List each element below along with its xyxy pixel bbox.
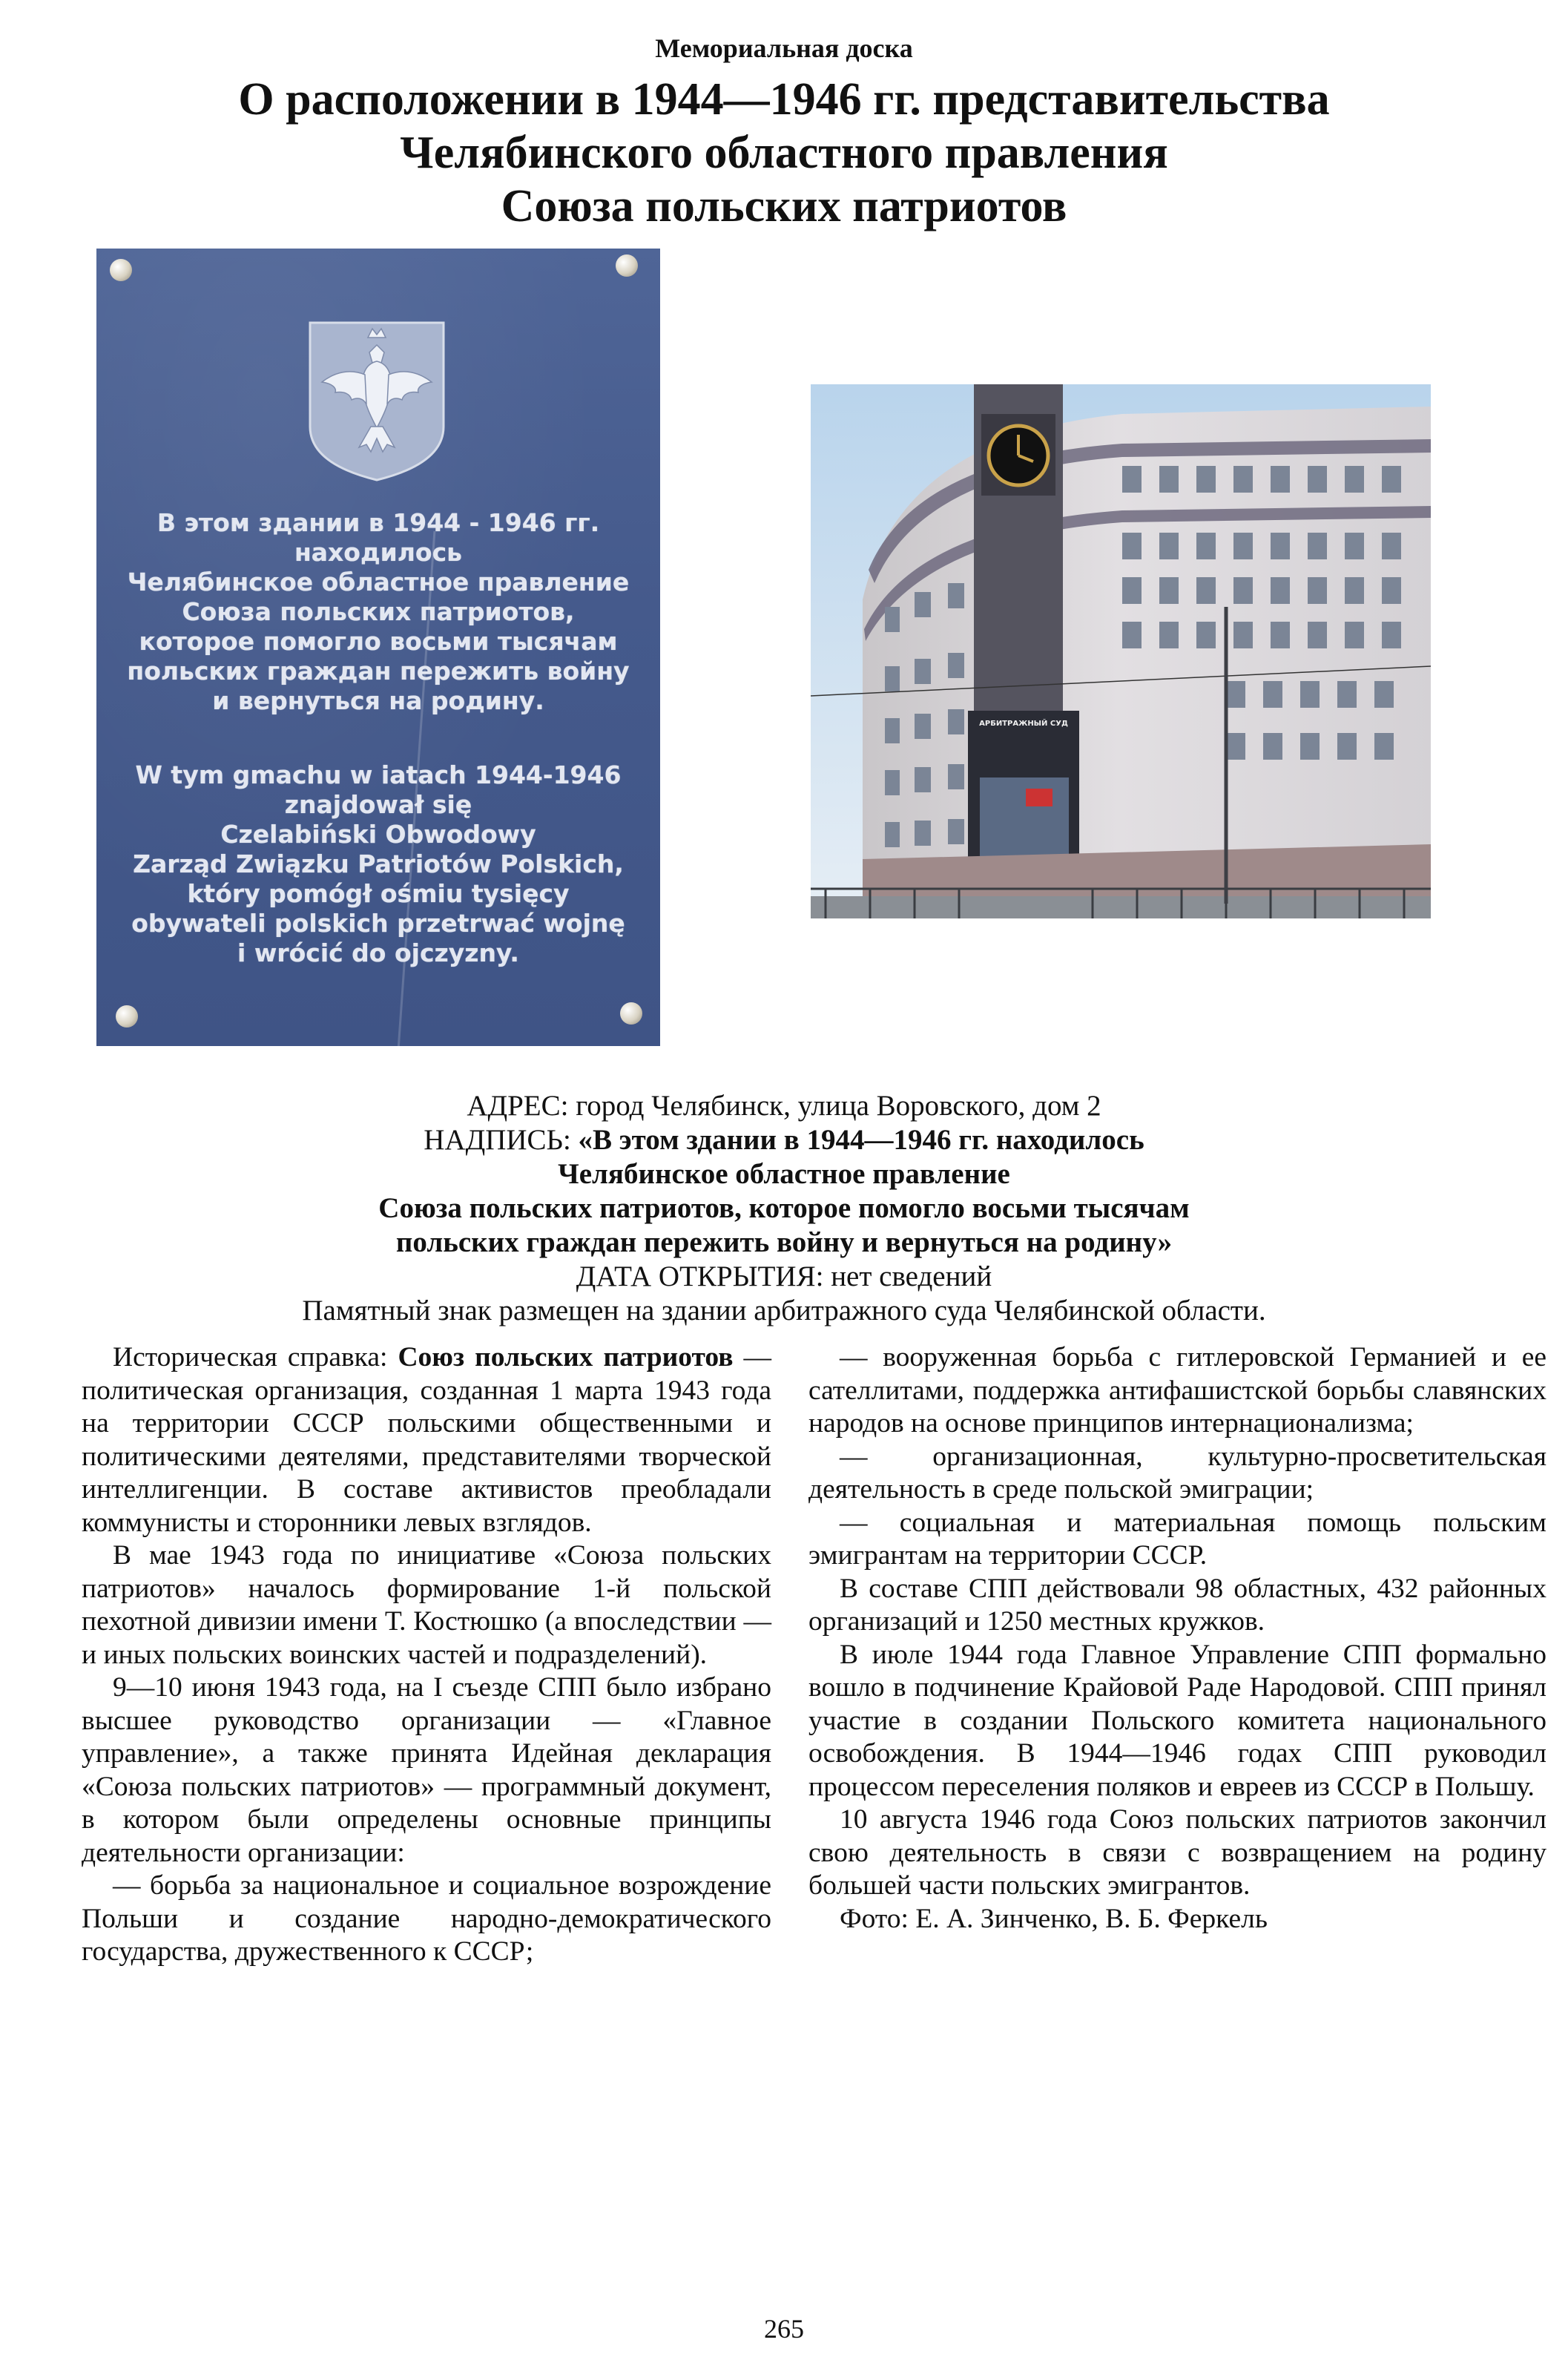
plaque-pl-line: obywateli polskich przetrwać wojnę	[131, 909, 625, 938]
article-left-column	[82, 1341, 771, 1969]
plaque-bolt-icon	[116, 1005, 138, 1028]
address-value: город Челябинск, улица Воровского, дом 2	[576, 1090, 1101, 1122]
article-right-column	[808, 1341, 1546, 1936]
article-paragraph: 10 августа 1946 года Союз польских патриотов закончил свою деятельность в связи с возвращением на родину большей части польских эмигрантов.	[808, 1804, 1546, 1901]
plaque-caption	[0, 1089, 1568, 1328]
article-paragraph: В составе СПП действовали 98 областных, 432 районных организаций и 1250 местных кружков.	[808, 1573, 1546, 1637]
address-label: АДРЕС:	[467, 1090, 569, 1122]
court-building-photo	[811, 384, 1431, 918]
title-line-2: Челябинского областного правления	[400, 128, 1168, 178]
title-line-3: Союза польских патриотов	[501, 181, 1067, 231]
inscription-line-4	[0, 1226, 1568, 1260]
page-header	[0, 30, 1568, 233]
photo-credit: Фото: Е. А. Зинченко, В. Б. Феркель	[840, 1903, 1268, 1934]
memorial-plaque-photo	[96, 249, 660, 1046]
inscription-text: Союза польских патриотов, которое помогло восьми тысячам	[378, 1192, 1190, 1224]
polish-eagle-emblem-icon	[303, 315, 451, 486]
plaque-pl-line: Czelabiński Obwodowy	[220, 820, 536, 849]
plaque-pl-line: który pomógł ośmiu tysięcy	[187, 879, 570, 908]
plaque-ru-line: польских граждан пережить войну	[127, 657, 630, 686]
plaque-bolt-icon	[620, 1002, 642, 1025]
page-title	[0, 73, 1568, 233]
plaque-ru-line: Союза польских патриотов,	[182, 597, 575, 626]
inscription-label: НАДПИСЬ:	[424, 1124, 571, 1156]
plaque-pl-line: i wrócić do ojczyzny.	[237, 938, 519, 967]
inscription-line-3	[0, 1191, 1568, 1226]
article-paragraph: Историческая справка: Союз польских патриотов — политическая организация, созданная 1 марта 1943 года на территории СССР польскими общественными и политическими деятелями, представителями творческой интеллигенции. В составе активистов преобладали коммунисты и сторонники левых взглядов.	[82, 1342, 772, 1538]
plaque-pl-line: W tym gmachu w iatach 1944-1946	[135, 760, 622, 789]
court-sign: АРБИТРАЖНЫЙ СУД	[979, 720, 1068, 728]
plaque-ru-line: В этом здании в 1944 - 1946 гг.	[157, 508, 600, 537]
article-paragraph: В июле 1944 года Главное Управление СПП формально вошло в подчинение Крайовой Раде Народовой. СПП принял участие в создании Польского комитета национального освобождения. В 1944—1946 годах СПП руководил процессом переселения поляков и евреев из СССР в Польшу.	[808, 1639, 1546, 1802]
building-illustration	[811, 384, 1431, 918]
address-line	[0, 1089, 1568, 1123]
article-paragraph: — социальная и материальная помощь польским эмигрантам на территории СССР.	[808, 1507, 1546, 1571]
plaque-bolt-icon	[616, 254, 638, 277]
plaque-ru-line: Челябинское областное правление	[127, 568, 630, 596]
article-paragraph: — вооруженная борьба с гитлеровской Германией и ее сателлитами, поддержка антифашистской борьбы славянских народов на основе принципов интернационализма;	[808, 1342, 1546, 1439]
plaque-bolt-icon	[110, 259, 132, 281]
date-line	[0, 1260, 1568, 1294]
date-label: ДАТА ОТКРЫТИЯ:	[576, 1260, 824, 1292]
page-number: 265	[764, 2314, 804, 2344]
article-paragraph: — организационная, культурно-просветительская деятельность в среде польской эмиграции;	[808, 1441, 1546, 1505]
article-paragraph: — борьба за национальное и социальное возрождение Польши и создание народно-демократического государства, дружественного к СССР;	[82, 1870, 771, 1967]
placement-note: Памятный знак размещен на здании арбитражного суда Челябинской области.	[302, 1295, 1266, 1326]
plaque-inscription-russian	[111, 508, 645, 716]
article-paragraph: 9—10 июня 1943 года, на I съезде СПП было избрано высшее руководство организации — «Главное управление», а также принята Идейная декларация «Союза польских патриотов» — программный документ, в котором были определены основные принципы деятельности организации:	[82, 1672, 771, 1868]
plaque-ru-line: находилось	[294, 538, 463, 567]
plaque-ru-line: и вернуться на родину.	[212, 686, 544, 715]
inscription-line-2	[0, 1157, 1568, 1191]
inscription-text: «В этом здании в 1944—1946 гг. находилось	[578, 1124, 1144, 1156]
inscription-text: Челябинское областное правление	[558, 1158, 1010, 1190]
date-value: нет сведений	[831, 1260, 992, 1292]
inscription-text: польских граждан пережить войну и вернуться на родину»	[395, 1226, 1173, 1258]
title-line-1: О расположении в 1944—1946 гг. представительства	[238, 74, 1330, 125]
organization-name: Союз польских патриотов	[398, 1342, 734, 1372]
article-paragraph: В мае 1943 года по инициативе «Союза польских патриотов» началось формирование 1-й польской пехотной дивизии имени Т. Костюшко (а впоследствии — и иных польских воинских частей и подразделений).	[82, 1540, 771, 1670]
plaque-pl-line: Zarząd Związku Patriotów Polskich,	[133, 849, 624, 878]
plaque-ru-line: которое помогло восьми тысячам	[139, 627, 618, 656]
plaque-inscription-polish	[111, 760, 645, 968]
inscription-line-1	[0, 1123, 1568, 1157]
section-kicker: Мемориальная доска	[655, 33, 913, 63]
plaque-pl-line: znajdował się	[284, 790, 472, 819]
